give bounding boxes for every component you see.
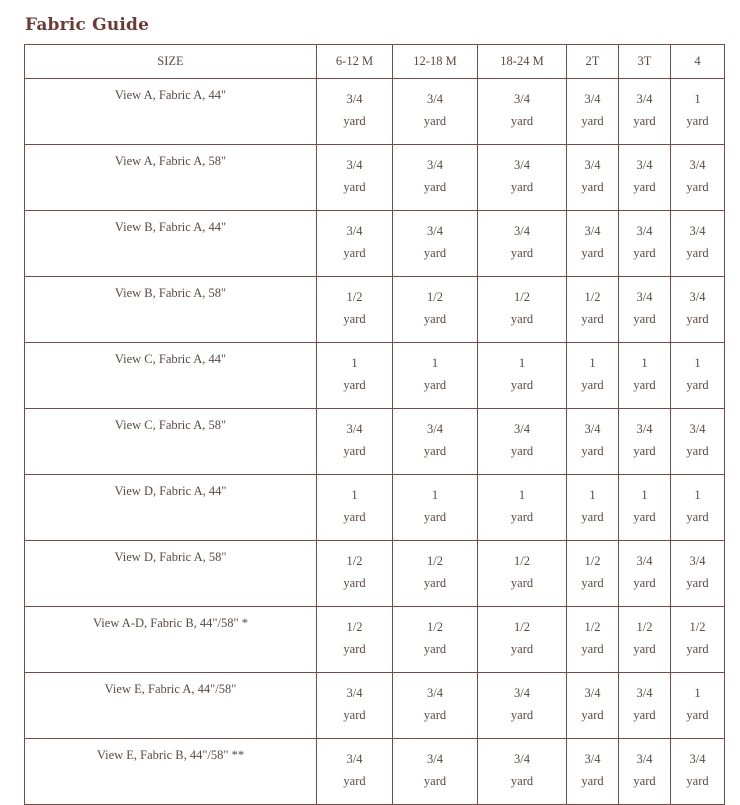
fabric-amount-cell: [671, 145, 725, 211]
fabric-quantity: 1/2: [584, 290, 601, 304]
fabric-unit: yard: [423, 444, 447, 458]
fabric-unit: yard: [343, 246, 366, 260]
row-label: View B, Fabric A, 44": [25, 211, 317, 277]
fabric-quantity: 3/4: [584, 92, 601, 106]
fabric-amount-cell: [567, 277, 619, 343]
fabric-quantity: 1: [351, 356, 358, 370]
fabric-unit: yard: [510, 114, 534, 128]
fabric-amount-cell: [393, 541, 478, 607]
fabric-quantity: 1/2: [689, 620, 706, 634]
fabric-amount-cell: [317, 541, 393, 607]
fabric-quantity: 3/4: [636, 422, 653, 436]
fabric-quantity: 3/4: [514, 158, 530, 172]
fabric-amount-cell: [478, 343, 567, 409]
fabric-unit: yard: [423, 576, 447, 590]
fabric-quantity: 3/4: [636, 752, 653, 766]
table-row: [25, 541, 725, 607]
fabric-amount-cell: [671, 475, 725, 541]
fabric-quantity: 3/4: [636, 158, 653, 172]
row-label: View A-D, Fabric B, 44"/58" *: [25, 607, 317, 673]
fabric-unit: yard: [343, 378, 366, 392]
row-label: View D, Fabric A, 44": [25, 475, 317, 541]
fabric-quantity: 3/4: [514, 92, 530, 106]
fabric-amount-cell: [317, 343, 393, 409]
fabric-quantity: 3/4: [636, 554, 653, 568]
fabric-quantity: 1: [431, 488, 439, 502]
fabric-amount-cell: [671, 673, 725, 739]
fabric-amount-cell: [619, 277, 671, 343]
fabric-unit: yard: [343, 774, 366, 788]
fabric-amount-cell: [671, 343, 725, 409]
table-row: [25, 277, 725, 343]
fabric-unit: yard: [343, 708, 366, 722]
fabric-quantity: 1: [589, 356, 596, 370]
fabric-quantity: 3/4: [346, 224, 363, 238]
fabric-unit: yard: [510, 180, 534, 194]
fabric-guide-table: [24, 44, 725, 805]
fabric-unit: yard: [343, 180, 366, 194]
fabric-unit: yard: [581, 510, 604, 524]
fabric-quantity: 1: [518, 488, 526, 502]
row-label: View B, Fabric A, 58": [25, 277, 317, 343]
fabric-quantity: 1: [694, 92, 701, 106]
fabric-amount-cell: [619, 541, 671, 607]
fabric-quantity: 1/2: [514, 554, 530, 568]
table-header-row: [25, 45, 725, 79]
header-2t: 2T: [567, 45, 619, 79]
fabric-unit: yard: [581, 708, 604, 722]
fabric-unit: yard: [633, 180, 656, 194]
fabric-unit: yard: [510, 576, 534, 590]
fabric-unit: yard: [686, 312, 709, 326]
fabric-quantity: 3/4: [346, 422, 363, 436]
fabric-quantity: 3/4: [636, 224, 653, 238]
fabric-unit: yard: [686, 510, 709, 524]
fabric-quantity: 3/4: [346, 158, 363, 172]
fabric-quantity: 3/4: [427, 224, 443, 238]
header-6-12m: 6-12 M: [317, 45, 393, 79]
table-body: [25, 79, 725, 805]
fabric-amount-cell: [393, 739, 478, 805]
fabric-amount-cell: [567, 739, 619, 805]
table-row: [25, 673, 725, 739]
table-row: [25, 79, 725, 145]
fabric-unit: yard: [686, 576, 709, 590]
fabric-quantity: 3/4: [514, 224, 530, 238]
fabric-amount-cell: [317, 607, 393, 673]
fabric-amount-cell: [393, 475, 478, 541]
fabric-quantity: 1/2: [427, 290, 443, 304]
table-row: [25, 475, 725, 541]
fabric-quantity: 3/4: [427, 422, 443, 436]
fabric-unit: yard: [423, 510, 447, 524]
fabric-quantity: 3/4: [636, 290, 653, 304]
fabric-unit: yard: [423, 246, 447, 260]
fabric-quantity: 1: [641, 356, 648, 370]
fabric-amount-cell: [567, 145, 619, 211]
fabric-quantity: 3/4: [584, 422, 601, 436]
fabric-amount-cell: [619, 673, 671, 739]
fabric-quantity: 3/4: [346, 752, 363, 766]
fabric-amount-cell: [619, 79, 671, 145]
table-row: [25, 343, 725, 409]
fabric-amount-cell: [619, 607, 671, 673]
fabric-amount-cell: [478, 673, 567, 739]
fabric-unit: yard: [510, 312, 534, 326]
fabric-amount-cell: [478, 607, 567, 673]
fabric-amount-cell: [567, 79, 619, 145]
fabric-unit: yard: [423, 312, 447, 326]
fabric-unit: yard: [510, 510, 534, 524]
fabric-unit: yard: [510, 708, 534, 722]
fabric-unit: yard: [686, 114, 709, 128]
fabric-unit: yard: [686, 774, 709, 788]
fabric-quantity: 3/4: [636, 92, 653, 106]
fabric-unit: yard: [633, 576, 656, 590]
header-3t: 3T: [619, 45, 671, 79]
fabric-unit: yard: [423, 378, 447, 392]
fabric-unit: yard: [633, 312, 656, 326]
header-12-18m: 12-18 M: [393, 45, 478, 79]
fabric-unit: yard: [633, 444, 656, 458]
fabric-unit: yard: [423, 114, 447, 128]
fabric-unit: yard: [510, 378, 534, 392]
fabric-quantity: 3/4: [689, 290, 706, 304]
fabric-quantity: 1/2: [636, 620, 653, 634]
fabric-quantity: 1: [518, 356, 526, 370]
fabric-unit: yard: [633, 774, 656, 788]
fabric-quantity: 3/4: [689, 554, 706, 568]
fabric-amount-cell: [671, 211, 725, 277]
fabric-quantity: 3/4: [427, 158, 443, 172]
fabric-unit: yard: [581, 378, 604, 392]
fabric-amount-cell: [478, 409, 567, 475]
fabric-unit: yard: [423, 642, 447, 656]
fabric-amount-cell: [478, 277, 567, 343]
fabric-unit: yard: [343, 312, 366, 326]
fabric-amount-cell: [671, 541, 725, 607]
fabric-amount-cell: [619, 343, 671, 409]
fabric-amount-cell: [393, 211, 478, 277]
fabric-amount-cell: [567, 409, 619, 475]
fabric-amount-cell: [478, 475, 567, 541]
fabric-quantity: 3/4: [346, 92, 363, 106]
fabric-amount-cell: [317, 739, 393, 805]
fabric-amount-cell: [317, 145, 393, 211]
fabric-amount-cell: [393, 79, 478, 145]
table-row: [25, 607, 725, 673]
fabric-unit: yard: [686, 708, 709, 722]
fabric-unit: yard: [633, 246, 656, 260]
fabric-amount-cell: [393, 409, 478, 475]
fabric-quantity: 1/2: [584, 620, 601, 634]
fabric-amount-cell: [393, 277, 478, 343]
fabric-amount-cell: [567, 673, 619, 739]
fabric-amount-cell: [317, 277, 393, 343]
table-row: [25, 409, 725, 475]
fabric-unit: yard: [686, 378, 709, 392]
header-size: SIZE: [25, 45, 317, 79]
fabric-amount-cell: [393, 145, 478, 211]
fabric-amount-cell: [619, 475, 671, 541]
table-row: [25, 211, 725, 277]
row-label: View D, Fabric A, 58": [25, 541, 317, 607]
fabric-amount-cell: [567, 541, 619, 607]
fabric-unit: yard: [686, 246, 709, 260]
fabric-amount-cell: [478, 79, 567, 145]
fabric-unit: yard: [686, 180, 709, 194]
fabric-unit: yard: [633, 642, 656, 656]
fabric-quantity: 3/4: [584, 158, 601, 172]
table-row: [25, 739, 725, 805]
fabric-unit: yard: [686, 642, 709, 656]
header-4: 4: [671, 45, 725, 79]
fabric-quantity: 1: [431, 356, 439, 370]
fabric-amount-cell: [671, 277, 725, 343]
fabric-unit: yard: [581, 576, 604, 590]
fabric-quantity: 1: [694, 686, 701, 700]
fabric-quantity: 1: [694, 488, 701, 502]
fabric-unit: yard: [423, 774, 447, 788]
fabric-amount-cell: [317, 475, 393, 541]
fabric-amount-cell: [671, 607, 725, 673]
fabric-amount-cell: [567, 343, 619, 409]
row-label: View C, Fabric A, 58": [25, 409, 317, 475]
fabric-quantity: 1/2: [427, 554, 443, 568]
fabric-amount-cell: [567, 607, 619, 673]
fabric-amount-cell: [393, 673, 478, 739]
fabric-unit: yard: [343, 576, 366, 590]
fabric-quantity: 3/4: [689, 224, 706, 238]
fabric-unit: yard: [633, 708, 656, 722]
fabric-unit: yard: [581, 444, 604, 458]
fabric-amount-cell: [619, 145, 671, 211]
fabric-quantity: 3/4: [514, 752, 530, 766]
fabric-amount-cell: [619, 409, 671, 475]
fabric-amount-cell: [393, 607, 478, 673]
fabric-quantity: 3/4: [584, 224, 601, 238]
fabric-quantity: 1/2: [584, 554, 601, 568]
fabric-unit: yard: [581, 642, 604, 656]
fabric-unit: yard: [633, 510, 656, 524]
fabric-quantity: 3/4: [346, 686, 363, 700]
fabric-amount-cell: [478, 211, 567, 277]
fabric-unit: yard: [423, 708, 447, 722]
fabric-amount-cell: [619, 211, 671, 277]
fabric-amount-cell: [478, 541, 567, 607]
fabric-quantity: 1/2: [514, 290, 530, 304]
fabric-quantity: 1: [641, 488, 648, 502]
row-label: View E, Fabric B, 44"/58" **: [25, 739, 317, 805]
fabric-unit: yard: [510, 774, 534, 788]
fabric-unit: yard: [510, 246, 534, 260]
fabric-amount-cell: [317, 79, 393, 145]
fabric-quantity: 3/4: [689, 158, 706, 172]
fabric-quantity: 1/2: [514, 620, 530, 634]
fabric-unit: yard: [343, 510, 366, 524]
fabric-amount-cell: [317, 211, 393, 277]
fabric-unit: yard: [686, 444, 709, 458]
fabric-quantity: 3/4: [689, 422, 706, 436]
fabric-quantity: 1: [351, 488, 358, 502]
fabric-amount-cell: [671, 79, 725, 145]
fabric-unit: yard: [343, 444, 366, 458]
fabric-amount-cell: [478, 145, 567, 211]
fabric-unit: yard: [343, 114, 366, 128]
fabric-amount-cell: [317, 409, 393, 475]
row-label: View C, Fabric A, 44": [25, 343, 317, 409]
fabric-unit: yard: [581, 246, 604, 260]
row-label: View E, Fabric A, 44"/58": [25, 673, 317, 739]
fabric-unit: yard: [423, 180, 447, 194]
fabric-unit: yard: [581, 774, 604, 788]
fabric-quantity: 3/4: [514, 422, 530, 436]
fabric-quantity: 3/4: [514, 686, 530, 700]
fabric-unit: yard: [343, 642, 366, 656]
fabric-quantity: 3/4: [636, 686, 653, 700]
fabric-unit: yard: [510, 444, 534, 458]
row-label: View A, Fabric A, 44": [25, 79, 317, 145]
fabric-unit: yard: [581, 114, 604, 128]
fabric-quantity: 3/4: [584, 686, 601, 700]
header-18-24m: 18-24 M: [478, 45, 567, 79]
fabric-unit: yard: [581, 180, 604, 194]
table-row: [25, 145, 725, 211]
fabric-quantity: 3/4: [427, 752, 443, 766]
fabric-quantity: 1: [589, 488, 596, 502]
fabric-amount-cell: [393, 343, 478, 409]
fabric-amount-cell: [567, 211, 619, 277]
fabric-quantity: 1/2: [427, 620, 443, 634]
fabric-quantity: 3/4: [689, 752, 706, 766]
fabric-quantity: 3/4: [427, 92, 443, 106]
page-title: Fabric Guide: [25, 15, 150, 35]
fabric-quantity: 1/2: [346, 290, 363, 304]
fabric-quantity: 3/4: [584, 752, 601, 766]
fabric-unit: yard: [633, 378, 656, 392]
fabric-amount-cell: [317, 673, 393, 739]
fabric-quantity: 1/2: [346, 554, 363, 568]
row-label: View A, Fabric A, 58": [25, 145, 317, 211]
fabric-unit: yard: [633, 114, 656, 128]
fabric-unit: yard: [581, 312, 604, 326]
fabric-quantity: 3/4: [427, 686, 443, 700]
fabric-unit: yard: [510, 642, 534, 656]
fabric-amount-cell: [567, 475, 619, 541]
fabric-amount-cell: [619, 739, 671, 805]
fabric-quantity: 1/2: [346, 620, 363, 634]
fabric-amount-cell: [478, 739, 567, 805]
fabric-amount-cell: [671, 409, 725, 475]
fabric-amount-cell: [671, 739, 725, 805]
fabric-quantity: 1: [694, 356, 701, 370]
